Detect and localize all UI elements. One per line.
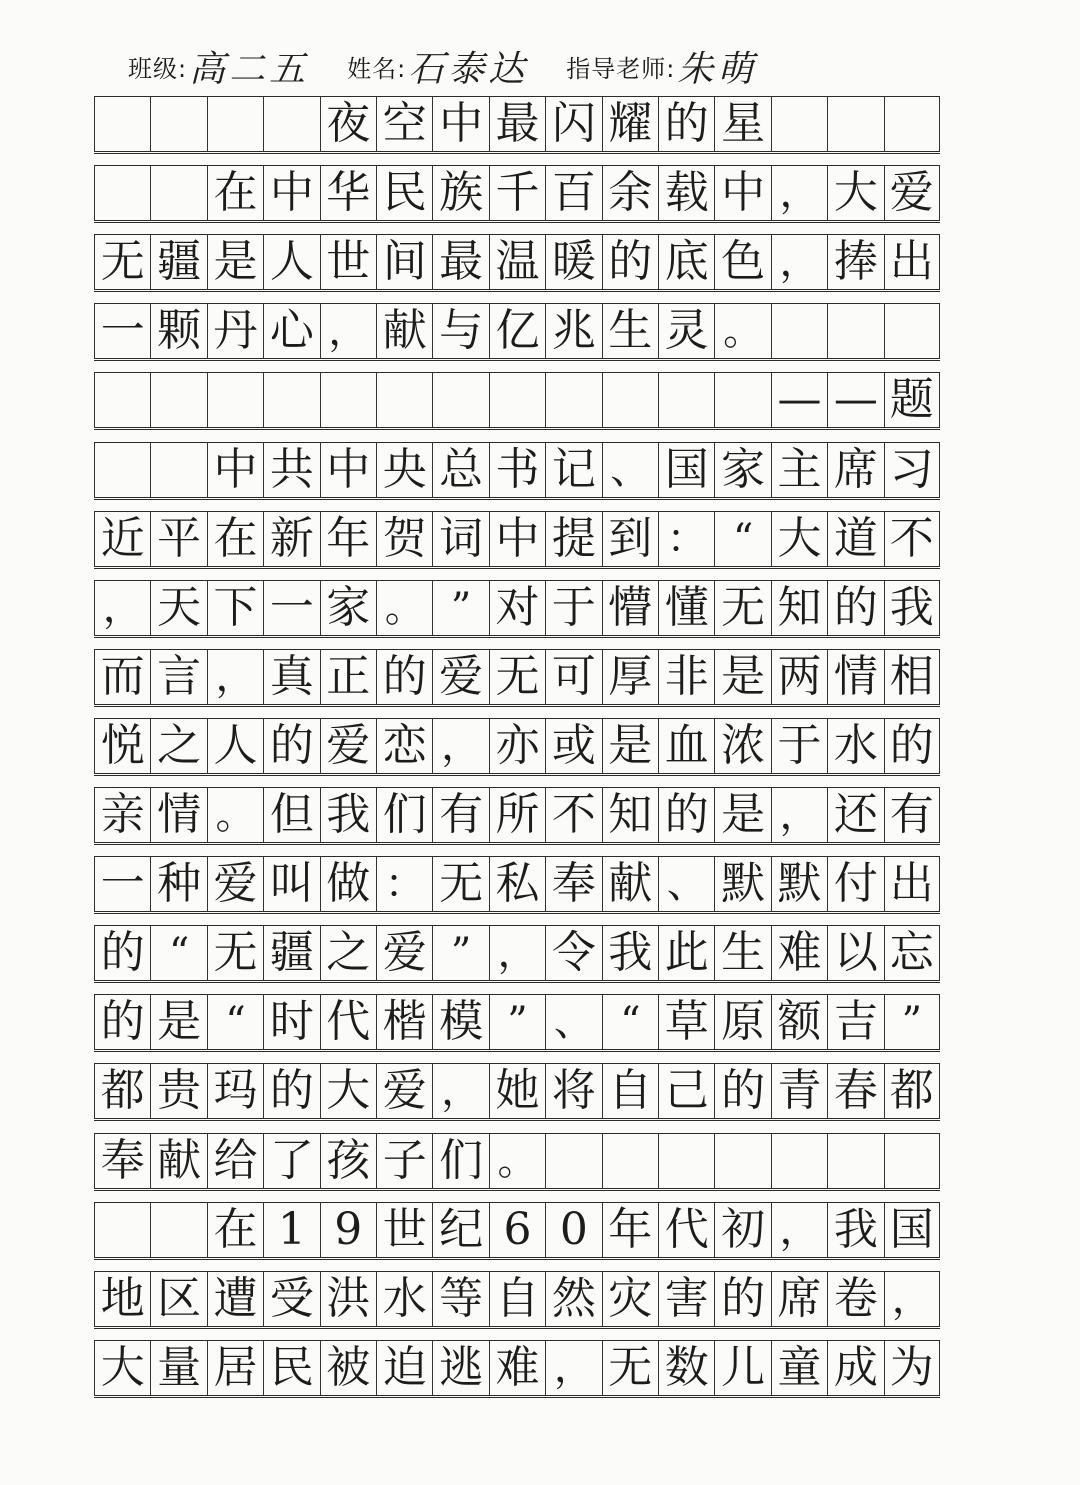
grid-cell: 一	[94, 856, 150, 912]
grid-cell: 年	[602, 1202, 658, 1258]
grid-cell: ，	[771, 1202, 827, 1258]
grid-cell: 9	[320, 1202, 376, 1258]
grid-cell	[658, 1133, 714, 1189]
grid-cell: 献	[150, 1133, 206, 1189]
grid-cell: 付	[827, 856, 883, 912]
grid-cell: ，	[545, 1340, 601, 1396]
grid-cell: 为	[884, 1340, 940, 1396]
grid-cell: 可	[545, 649, 601, 705]
grid-cell: 与	[432, 303, 488, 359]
name-value: 石泰达	[408, 48, 529, 90]
grid-cell: ，	[320, 303, 376, 359]
grid-cell: 居	[207, 1340, 263, 1396]
grid-cell: 将	[545, 1063, 601, 1119]
grid-cell: 贺	[376, 511, 432, 567]
grid-cell: 0	[545, 1202, 601, 1258]
grid-cell: 我	[602, 925, 658, 981]
grid-cell: 是	[207, 234, 263, 290]
grid-cell	[545, 372, 601, 428]
grid-cell: 中	[432, 96, 488, 152]
grid-cell: 夜	[320, 96, 376, 152]
grid-cell: 在	[207, 1202, 263, 1258]
grid-cell: 心	[263, 303, 319, 359]
grid-cell: 百	[545, 165, 601, 221]
grid-cell: 或	[545, 718, 601, 774]
grid-cell: 此	[658, 925, 714, 981]
grid-cell: 贵	[150, 1063, 206, 1119]
grid-cell: 、	[658, 856, 714, 912]
grid-cell: ，	[489, 925, 545, 981]
grid-cell: 中	[320, 442, 376, 498]
grid-cell: 灾	[602, 1271, 658, 1327]
grid-cell: 平	[150, 511, 206, 567]
grid-cell: 献	[602, 856, 658, 912]
class-field	[128, 41, 309, 92]
class-label: 班级:	[128, 54, 188, 83]
grid-cell: 间	[376, 234, 432, 290]
grid-cell: 。	[376, 580, 432, 636]
grid-cell: 人	[263, 234, 319, 290]
grid-cell: 的	[263, 1063, 319, 1119]
grid-cell: 题	[884, 372, 940, 428]
grid-cell: 相	[884, 649, 940, 705]
grid-cell	[432, 372, 488, 428]
grid-cell: 原	[714, 994, 770, 1050]
grid-cell: 提	[545, 511, 601, 567]
grid-cell: 出	[884, 856, 940, 912]
grid-cell: 默	[714, 856, 770, 912]
grid-cell: 初	[714, 1202, 770, 1258]
grid-cell: 懂	[658, 580, 714, 636]
grid-cell: 无	[714, 580, 770, 636]
grid-cell: 耀	[602, 96, 658, 152]
grid-cell: “	[602, 994, 658, 1050]
manuscript-grid	[94, 96, 940, 1413]
grid-cell	[94, 442, 150, 498]
grid-cell: 逃	[432, 1340, 488, 1396]
grid-cell	[602, 372, 658, 428]
grid-cell	[771, 303, 827, 359]
grid-cell: 浓	[714, 718, 770, 774]
grid-cell: 都	[94, 1063, 150, 1119]
grid-cell: 叫	[263, 856, 319, 912]
grid-cell: 我	[320, 787, 376, 843]
grid-cell	[489, 372, 545, 428]
grid-cell: 的	[376, 649, 432, 705]
grid-cell: 己	[658, 1063, 714, 1119]
grid-cell	[658, 372, 714, 428]
grid-cell: 疆	[150, 234, 206, 290]
grid-cell: 道	[827, 511, 883, 567]
grid-cell: —	[771, 372, 827, 428]
grid-cell: 世	[320, 234, 376, 290]
grid-cell: 爱	[320, 718, 376, 774]
grid-cell: 之	[320, 925, 376, 981]
name-field	[347, 41, 528, 92]
grid-cell: 载	[658, 165, 714, 221]
teacher-value: 朱萌	[677, 48, 758, 90]
grid-cell: 兆	[545, 303, 601, 359]
grid-cell: 千	[489, 165, 545, 221]
grid-cell: 家	[714, 442, 770, 498]
grid-cell: 洪	[320, 1271, 376, 1327]
grid-cell: 儿	[714, 1340, 770, 1396]
grid-cell: ，	[432, 1063, 488, 1119]
grid-cell: 对	[489, 580, 545, 636]
grid-cell: 量	[150, 1340, 206, 1396]
grid-cell: 灵	[658, 303, 714, 359]
grid-cell: 有	[884, 787, 940, 843]
grid-cell	[320, 372, 376, 428]
grid-cell: 不	[884, 511, 940, 567]
grid-cell: 的	[714, 1271, 770, 1327]
grid-cell: 童	[771, 1340, 827, 1396]
grid-cell: 最	[432, 234, 488, 290]
grid-cell	[827, 303, 883, 359]
grid-cell: 温	[489, 234, 545, 290]
grid-cell: 数	[658, 1340, 714, 1396]
grid-cell: 情	[827, 649, 883, 705]
grid-cell: 的	[94, 925, 150, 981]
grid-cell	[94, 165, 150, 221]
grid-cell: 颗	[150, 303, 206, 359]
grid-cell: 我	[827, 1202, 883, 1258]
grid-cell: 令	[545, 925, 601, 981]
grid-cell: 私	[489, 856, 545, 912]
grid-cell: 国	[884, 1202, 940, 1258]
grid-cell: 天	[150, 580, 206, 636]
grid-cell: 遭	[207, 1271, 263, 1327]
grid-cell	[150, 96, 206, 152]
grid-cell: 的	[658, 787, 714, 843]
grid-cell: 丹	[207, 303, 263, 359]
grid-cell: 无	[602, 1340, 658, 1396]
teacher-label: 指导老师:	[566, 54, 676, 83]
grid-cell: 正	[320, 649, 376, 705]
grid-cell: 的	[884, 718, 940, 774]
grid-cell: 春	[827, 1063, 883, 1119]
grid-cell: ：	[376, 856, 432, 912]
grid-cell: 共	[263, 442, 319, 498]
grid-cell: 亲	[94, 787, 150, 843]
grid-cell	[150, 372, 206, 428]
grid-cell: 是	[714, 649, 770, 705]
grid-cell: 两	[771, 649, 827, 705]
grid-cell: “	[714, 511, 770, 567]
grid-cell: 默	[771, 856, 827, 912]
grid-cell: 血	[658, 718, 714, 774]
grid-cell: 之	[150, 718, 206, 774]
grid-cell: 最	[489, 96, 545, 152]
grid-cell: 于	[771, 718, 827, 774]
grid-cell	[94, 1202, 150, 1258]
grid-cell: 知	[771, 580, 827, 636]
grid-cell: 她	[489, 1063, 545, 1119]
grid-cell: ，	[884, 1271, 940, 1327]
grid-cell: ”	[432, 925, 488, 981]
grid-cell: 爱	[207, 856, 263, 912]
name-label: 姓名:	[347, 54, 407, 83]
grid-cell: 吉	[827, 994, 883, 1050]
grid-cell: 一	[263, 580, 319, 636]
grid-cell: 卷	[827, 1271, 883, 1327]
grid-cell: 一	[94, 303, 150, 359]
grid-cell: 做	[320, 856, 376, 912]
grid-cell	[545, 1133, 601, 1189]
grid-cell: 家	[320, 580, 376, 636]
grid-cell: 。	[714, 303, 770, 359]
grid-cell: 总	[432, 442, 488, 498]
grid-cell: 草	[658, 994, 714, 1050]
grid-cell: 额	[771, 994, 827, 1050]
grid-cell: 自	[489, 1271, 545, 1327]
grid-cell: “	[207, 994, 263, 1050]
grid-cell: 地	[94, 1271, 150, 1327]
grid-cell: 爱	[884, 165, 940, 221]
grid-cell	[884, 303, 940, 359]
grid-cell: 中	[489, 511, 545, 567]
grid-cell: 迫	[376, 1340, 432, 1396]
grid-cell: 亿	[489, 303, 545, 359]
grid-cell: 6	[489, 1202, 545, 1258]
grid-cell: 们	[376, 787, 432, 843]
grid-cell: ，	[207, 649, 263, 705]
grid-cell: 给	[207, 1133, 263, 1189]
grid-cell: 时	[263, 994, 319, 1050]
grid-cell: 有	[432, 787, 488, 843]
grid-cell	[150, 1202, 206, 1258]
grid-cell	[714, 1133, 770, 1189]
grid-cell: ，	[771, 787, 827, 843]
grid-cell: 席	[827, 442, 883, 498]
grid-cell: 种	[150, 856, 206, 912]
grid-cell: 献	[376, 303, 432, 359]
grid-cell: 暖	[545, 234, 601, 290]
grid-cell: 到	[602, 511, 658, 567]
grid-cell: 余	[602, 165, 658, 221]
grid-cell: 水	[827, 718, 883, 774]
grid-cell: 大	[827, 165, 883, 221]
grid-cell: 央	[376, 442, 432, 498]
grid-cell: 民	[376, 165, 432, 221]
grid-cell: 了	[263, 1133, 319, 1189]
grid-cell: 是	[150, 994, 206, 1050]
grid-cell: 出	[884, 234, 940, 290]
grid-cell	[884, 96, 940, 152]
grid-cell: 大	[320, 1063, 376, 1119]
grid-cell	[94, 372, 150, 428]
grid-cell: ，	[94, 580, 150, 636]
grid-cell: 中	[207, 442, 263, 498]
grid-cell: 无	[94, 234, 150, 290]
grid-cell: 于	[545, 580, 601, 636]
grid-cell	[263, 372, 319, 428]
grid-cell: 知	[602, 787, 658, 843]
grid-cell: 中	[714, 165, 770, 221]
grid-cell: ，	[771, 165, 827, 221]
grid-cell	[827, 96, 883, 152]
grid-cell: 代	[658, 1202, 714, 1258]
header	[128, 36, 795, 96]
grid-cell: “	[150, 925, 206, 981]
grid-cell: 爱	[432, 649, 488, 705]
grid-cell: 。	[489, 1133, 545, 1189]
teacher-field	[566, 41, 757, 92]
grid-cell: 是	[602, 718, 658, 774]
grid-cell: 疆	[263, 925, 319, 981]
grid-cell: 闪	[545, 96, 601, 152]
grid-cell: 水	[376, 1271, 432, 1327]
grid-cell: 大	[771, 511, 827, 567]
grid-cell: 亦	[489, 718, 545, 774]
grid-cell: 然	[545, 1271, 601, 1327]
grid-cell: 奉	[545, 856, 601, 912]
grid-cell: 华	[320, 165, 376, 221]
grid-cell: 族	[432, 165, 488, 221]
grid-cell: 。	[207, 787, 263, 843]
grid-cell: 星	[714, 96, 770, 152]
grid-cell: 世	[376, 1202, 432, 1258]
grid-cell: 的	[263, 718, 319, 774]
grid-cell: 席	[771, 1271, 827, 1327]
grid-cell: ”	[884, 994, 940, 1050]
grid-cell: 记	[545, 442, 601, 498]
grid-cell	[602, 1133, 658, 1189]
grid-cell	[771, 1133, 827, 1189]
grid-cell: 的	[658, 96, 714, 152]
grid-cell	[884, 1133, 940, 1189]
grid-cell: 下	[207, 580, 263, 636]
grid-cell: —	[827, 372, 883, 428]
grid-cell: 年	[320, 511, 376, 567]
grid-cell: 言	[150, 649, 206, 705]
grid-cell: 奉	[94, 1133, 150, 1189]
grid-cell: 空	[376, 96, 432, 152]
grid-cell	[714, 372, 770, 428]
grid-cell: 、	[545, 994, 601, 1050]
grid-cell: 害	[658, 1271, 714, 1327]
grid-cell: 无	[489, 649, 545, 705]
grid-cell: 爱	[376, 1063, 432, 1119]
grid-cell	[150, 165, 206, 221]
grid-cell: 子	[376, 1133, 432, 1189]
grid-cell: 色	[714, 234, 770, 290]
grid-cell: 近	[94, 511, 150, 567]
grid-cell: ，	[432, 718, 488, 774]
grid-cell: 在	[207, 165, 263, 221]
grid-cell: 不	[545, 787, 601, 843]
grid-cell: 受	[263, 1271, 319, 1327]
grid-cell: 国	[658, 442, 714, 498]
grid-cell: 都	[884, 1063, 940, 1119]
grid-cell: 词	[432, 511, 488, 567]
grid-cell: 楷	[376, 994, 432, 1050]
grid-cell: 在	[207, 511, 263, 567]
grid-cell: 是	[714, 787, 770, 843]
grid-cell: 底	[658, 234, 714, 290]
grid-cell: 我	[884, 580, 940, 636]
grid-cell	[207, 96, 263, 152]
grid-cell	[263, 96, 319, 152]
grid-cell: 生	[602, 303, 658, 359]
grid-cell: 的	[714, 1063, 770, 1119]
grid-cell: 懵	[602, 580, 658, 636]
grid-cell: 生	[714, 925, 770, 981]
grid-cell: 们	[432, 1133, 488, 1189]
class-value: 高二五	[189, 48, 310, 90]
grid-cell: 人	[207, 718, 263, 774]
grid-cell: 的	[94, 994, 150, 1050]
grid-cell: 恋	[376, 718, 432, 774]
grid-cell: 代	[320, 994, 376, 1050]
grid-cell: ：	[658, 511, 714, 567]
grid-cell: 1	[263, 1202, 319, 1258]
grid-cell: ”	[489, 994, 545, 1050]
grid-cell: 青	[771, 1063, 827, 1119]
grid-cell: 等	[432, 1271, 488, 1327]
grid-cell: 孩	[320, 1133, 376, 1189]
grid-cell: 非	[658, 649, 714, 705]
grid-cell: 习	[884, 442, 940, 498]
grid-cell: 但	[263, 787, 319, 843]
grid-cell	[94, 96, 150, 152]
grid-cell: ”	[432, 580, 488, 636]
grid-cell: 难	[771, 925, 827, 981]
grid-cell	[150, 442, 206, 498]
grid-cell: 的	[827, 580, 883, 636]
grid-cell	[771, 96, 827, 152]
grid-cell: 还	[827, 787, 883, 843]
grid-cell: 情	[150, 787, 206, 843]
grid-cell	[827, 1133, 883, 1189]
grid-cell: 、	[602, 442, 658, 498]
grid-cell: 模	[432, 994, 488, 1050]
grid-cell: 被	[320, 1340, 376, 1396]
grid-cell: 玛	[207, 1063, 263, 1119]
grid-cell: 区	[150, 1271, 206, 1327]
grid-cell	[207, 372, 263, 428]
grid-cell: 成	[827, 1340, 883, 1396]
grid-cell: 主	[771, 442, 827, 498]
grid-cell: 无	[207, 925, 263, 981]
grid-cell: 以	[827, 925, 883, 981]
grid-cell: 所	[489, 787, 545, 843]
grid-cell: 而	[94, 649, 150, 705]
grid-cell: 书	[489, 442, 545, 498]
grid-cell: 真	[263, 649, 319, 705]
grid-cell: 民	[263, 1340, 319, 1396]
grid-cell: 新	[263, 511, 319, 567]
grid-cell: 悦	[94, 718, 150, 774]
grid-cell: 捧	[827, 234, 883, 290]
grid-cell: 厚	[602, 649, 658, 705]
grid-cell: 忘	[884, 925, 940, 981]
grid-cell: 无	[432, 856, 488, 912]
grid-cell: 纪	[432, 1202, 488, 1258]
grid-cell: 中	[263, 165, 319, 221]
grid-cell: ，	[771, 234, 827, 290]
grid-cell: 自	[602, 1063, 658, 1119]
grid-cell: 难	[489, 1340, 545, 1396]
grid-cell	[376, 372, 432, 428]
grid-cell: 爱	[376, 925, 432, 981]
grid-cell: 的	[602, 234, 658, 290]
grid-cell: 大	[94, 1340, 150, 1396]
